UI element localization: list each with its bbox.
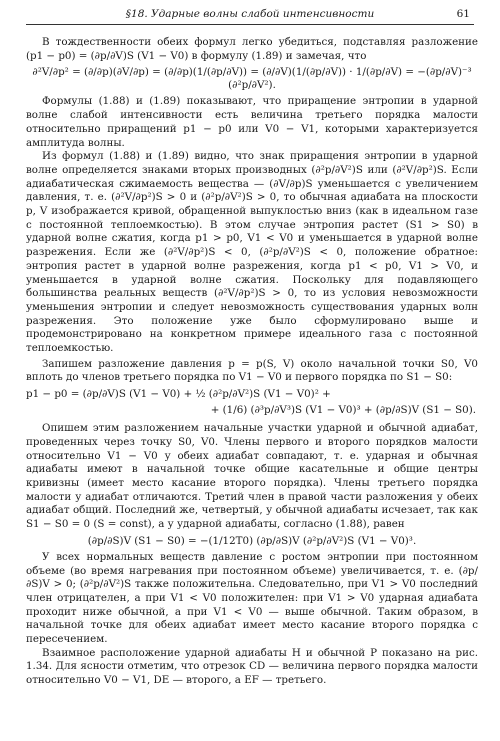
equation-2a: p1 − p0 = (∂p/∂V)S (V1 − V0) + ½ (∂²p/∂V²)S (V1 − V0)² + [26,388,331,401]
equation-1: ∂²V/∂p² = (∂/∂p)(∂V/∂p) = (∂/∂p)(1/(∂p/∂V)) = (∂/∂V)(1/(∂p/∂V)) · 1/(∂p/∂V) = −(∂p/∂V)⁻³ (∂²p/∂V²). [32,66,472,92]
equation-3: (∂p/∂S)V (S1 − S0) = −(1/12T0) (∂p/∂S)V (∂²p/∂V²)S (V1 − V0)³. [87,534,417,547]
section-title: §18. Ударные волны слабой интенсивности [125,8,375,20]
paragraph-5: Опишем этим разложением начальные участки ударной и обычной адиабат, проведенных через точку S0, V0. Члены первого и второго порядков малости относительно V1 − V0 у обеих адиабат совпадают, т. е. ударная и обычная адиабаты имеют в начальной точке общие касательные и общие центры кривизны (имеет место касание второго порядка). Члены третьего порядка малости у адиабат отличаются. Третий член в правой части разложения у обеих адиабат общий. Последний же, четвертый, у обычной адиабаты исчезает, так как S1 − S0 = 0 (S = const), а у ударной адиабаты, согласно (1.88), равен [26,422,478,531]
paragraph-2: Формулы (1.88) и (1.89) показывают, что приращение энтропии в ударной волне слабой интенсивности есть величина третьего порядка малости относительно приращений p1 − p0 или V0 − V1, которыми характеризуется амплитуда волны. [26,95,478,149]
paragraph-7: Взаимное расположение ударной адиабаты H и обычной P показано на рис. 1.34. Для ясности отметим, что отрезок CD — величина первого порядка малости относительно V0 − V1, DE — второго, а EF — третьего. [26,646,478,687]
paragraph-3: Из формул (1.88) и (1.89) видно, что знак приращения энтропии в ударной волне определяется знаками вторых производных (∂²p/∂V²)S или (∂²V/∂p²)S. Если адиабатическая сжимаемость вещества — (∂V/∂p)S уменьшается с увеличением давления, т. е. (∂²V/∂p²)S > 0 и (∂²p/∂V²)S > 0, то обычная адиабата на плоскости p, V изображается кривой, обращенной выпуклостью вниз (как в идеальном газе с постоянной теплоемкостью). В этом случае энтропия растет (S1 > S0) в ударной волне сжатия, когда p1 > p0, V1 < V0 и уменьшается в ударной волне разрежения. Если же (∂²V/∂p²)S < 0, (∂²p/∂V²)S < 0, положение обратное: энтропия растет в ударной волне разрежения, когда p1 < p0, V1 > V0, и уменьшается в ударной волне сжатия. Поскольку для подавляющего большинства реальных веществ (∂²V/∂p²)S > 0, то из условия невозможности уменьшения энтропии и следует невозможность существования ударных волн разрежения. Это положение уже было сформулировано выше и продемонстрировано на конкретном примере идеального газа с постоянной теплоемкостью. [26,150,478,355]
paragraph-6: У всех нормальных веществ давление с ростом энтропии при постоянном объеме (во время нагревания при постоянном объеме) увеличивается, т. е. (∂p/∂S)V > 0; (∂²p/∂V²)S также положительна. Следовательно, при V1 > V0 последний член отрицателен, а при V1 < V0 положителен: при V1 > V0 ударная адиабата проходит ниже обычной, а при V1 < V0 — выше обычной. Таким образом, в начальной точке для обеих адиабат имеет место касание второго порядка с пересечением. [26,550,478,646]
running-header [26,8,474,22]
page-number: 61 [456,8,470,20]
header-rule [26,24,474,25]
equation-2b: + (1/6) (∂³p/∂V³)S (V1 − V0)³ + (∂p/∂S)V (S1 − S0). [210,404,476,417]
page-body [26,36,478,688]
paragraph-4: Запишем разложение давления p = p(S, V) около начальной точки S0, V0 вплоть до членов третьего порядка по V1 − V0 и первого порядка по S1 − S0: [26,357,478,384]
paragraph-1: В тождественности обеих формул легко убедиться, подставляя разложение (p1 − p0) = (∂p/∂V)S (V1 − V0) в формулу (1.89) и замечая, что [26,36,478,62]
